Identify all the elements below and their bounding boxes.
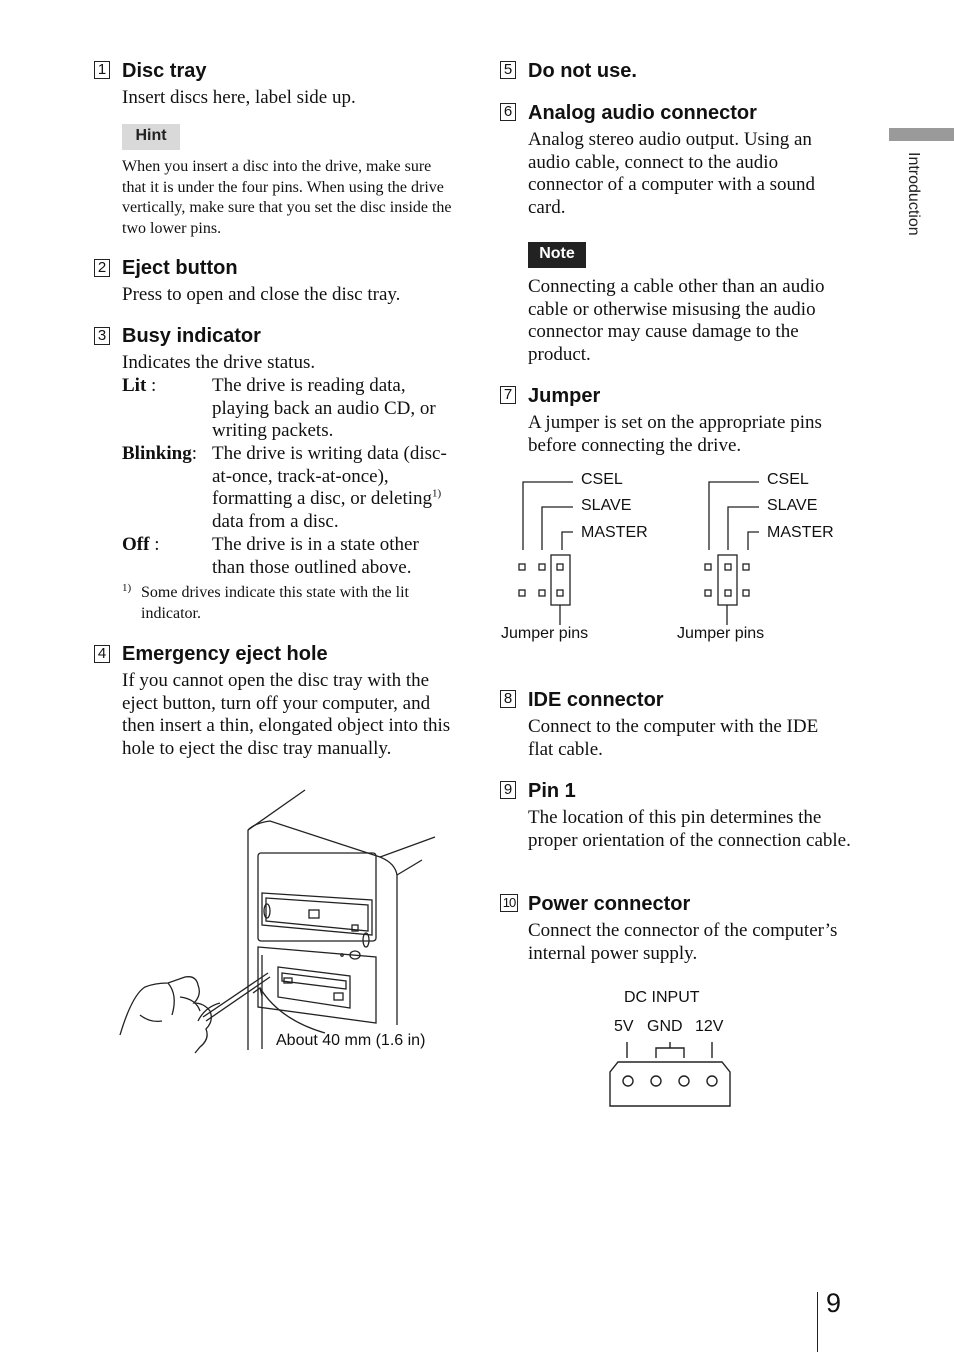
power-gnd-label: GND	[647, 1018, 683, 1035]
section-tab-bar	[889, 128, 954, 141]
item-number-3: 3	[94, 327, 110, 345]
item-number-5: 5	[500, 61, 516, 79]
item-title-do-not-use: Do not use.	[528, 60, 637, 82]
item-text-disc-tray: Insert discs here, label side up.	[122, 87, 356, 108]
jumper-right-csel: CSEL	[767, 471, 809, 488]
dc-input-label: DC INPUT	[624, 989, 700, 1006]
item-number-1: 1	[94, 61, 110, 79]
status-def-blinking: The drive is writing data (disc-at-once, track-at-once), formatting a disc, or deleting$^{1)}$ data from a disc.	[212, 443, 447, 532]
item-title-eject-button: Eject button	[122, 257, 238, 279]
item-title-busy-indicator: Busy indicator	[122, 325, 261, 347]
item-number-10: 10	[500, 894, 518, 912]
item-text-pin-1: The location of this pin determines the proper orientation of the connection cable.	[528, 807, 851, 851]
note-text: Connecting a cable other than an audio cable or otherwise misusing the audio connector may cause damage to the product.	[528, 276, 825, 365]
item-number-8: 8	[500, 690, 516, 708]
item-number-9: 9	[500, 781, 516, 799]
item-number-2: 2	[94, 259, 110, 277]
footnote-text: Some drives indicate this state with the lit indicator.	[141, 584, 409, 622]
jumper-left-slave: SLAVE	[581, 497, 632, 514]
item-text-busy-indicator: Indicates the drive status.	[122, 352, 316, 373]
status-def-lit: The drive is reading data, playing back an audio CD, or writing packets.	[212, 375, 436, 442]
hint-badge: Hint	[122, 124, 180, 150]
power-12v-label: 12V	[695, 1018, 724, 1035]
jumper-diagram-left	[510, 470, 590, 630]
item-text-analog-audio-connector: Analog stereo audio output. Using an audio cable, connect to the audio connector of a computer with a sound card.	[528, 129, 816, 218]
hint-text: When you insert a disc into the drive, make sure that it is under the four pins. When using the drive vertically, make sure that you set the disc inside the two lower pins.	[122, 158, 452, 237]
item-text-ide-connector: Connect to the computer with the IDE flat cable.	[528, 716, 819, 760]
status-term-off: Off :	[122, 534, 160, 555]
item-text-emergency-eject-hole: If you cannot open the disc tray with the eject button, turn off your computer, and then insert a thin, elongated object into this hole to eject the disc tray manually.	[122, 670, 451, 759]
status-term-blinking: Blinking:	[122, 443, 197, 464]
power-connector-diagram	[600, 1038, 740, 1110]
jumper-left-master: MASTER	[581, 524, 648, 541]
item-title-disc-tray: Disc tray	[122, 60, 207, 82]
status-def-off: The drive is in a state other than those outlined above.	[212, 534, 419, 578]
power-5v-label: 5V	[614, 1018, 634, 1035]
item-number-7: 7	[500, 386, 516, 404]
eject-caption: About 40 mm (1.6 in)	[276, 1032, 426, 1049]
item-title-emergency-eject-hole: Emergency eject hole	[122, 643, 328, 665]
jumper-right-slave: SLAVE	[767, 497, 818, 514]
item-title-ide-connector: IDE connector	[528, 689, 664, 711]
item-number-6: 6	[500, 103, 516, 121]
item-title-pin-1: Pin 1	[528, 780, 576, 802]
jumper-left-csel: CSEL	[581, 471, 623, 488]
item-text-eject-button: Press to open and close the disc tray.	[122, 284, 401, 305]
page-number-divider	[817, 1292, 818, 1352]
jumper-right-master: MASTER	[767, 524, 834, 541]
status-term-lit: Lit :	[122, 375, 157, 396]
note-badge: Note	[528, 242, 586, 268]
jumper-diagram-right	[696, 470, 776, 630]
item-text-power-connector: Connect the connector of the computer’s internal power supply.	[528, 920, 838, 964]
footnote-mark: 1)	[122, 582, 132, 594]
item-title-analog-audio-connector: Analog audio connector	[528, 102, 757, 124]
item-title-jumper: Jumper	[528, 385, 601, 407]
item-title-power-connector: Power connector	[528, 893, 691, 915]
page-number: 9	[826, 1288, 842, 1318]
section-tab-label: Introduction	[905, 152, 922, 236]
item-number-4: 4	[94, 645, 110, 663]
jumper-right-pins-label: Jumper pins	[677, 625, 765, 642]
footnote-ref: 1)	[432, 487, 442, 500]
item-text-jumper: A jumper is set on the appropriate pins before connecting the drive.	[528, 412, 822, 456]
jumper-left-pins-label: Jumper pins	[501, 625, 589, 642]
emergency-eject-illustration	[110, 785, 450, 1060]
